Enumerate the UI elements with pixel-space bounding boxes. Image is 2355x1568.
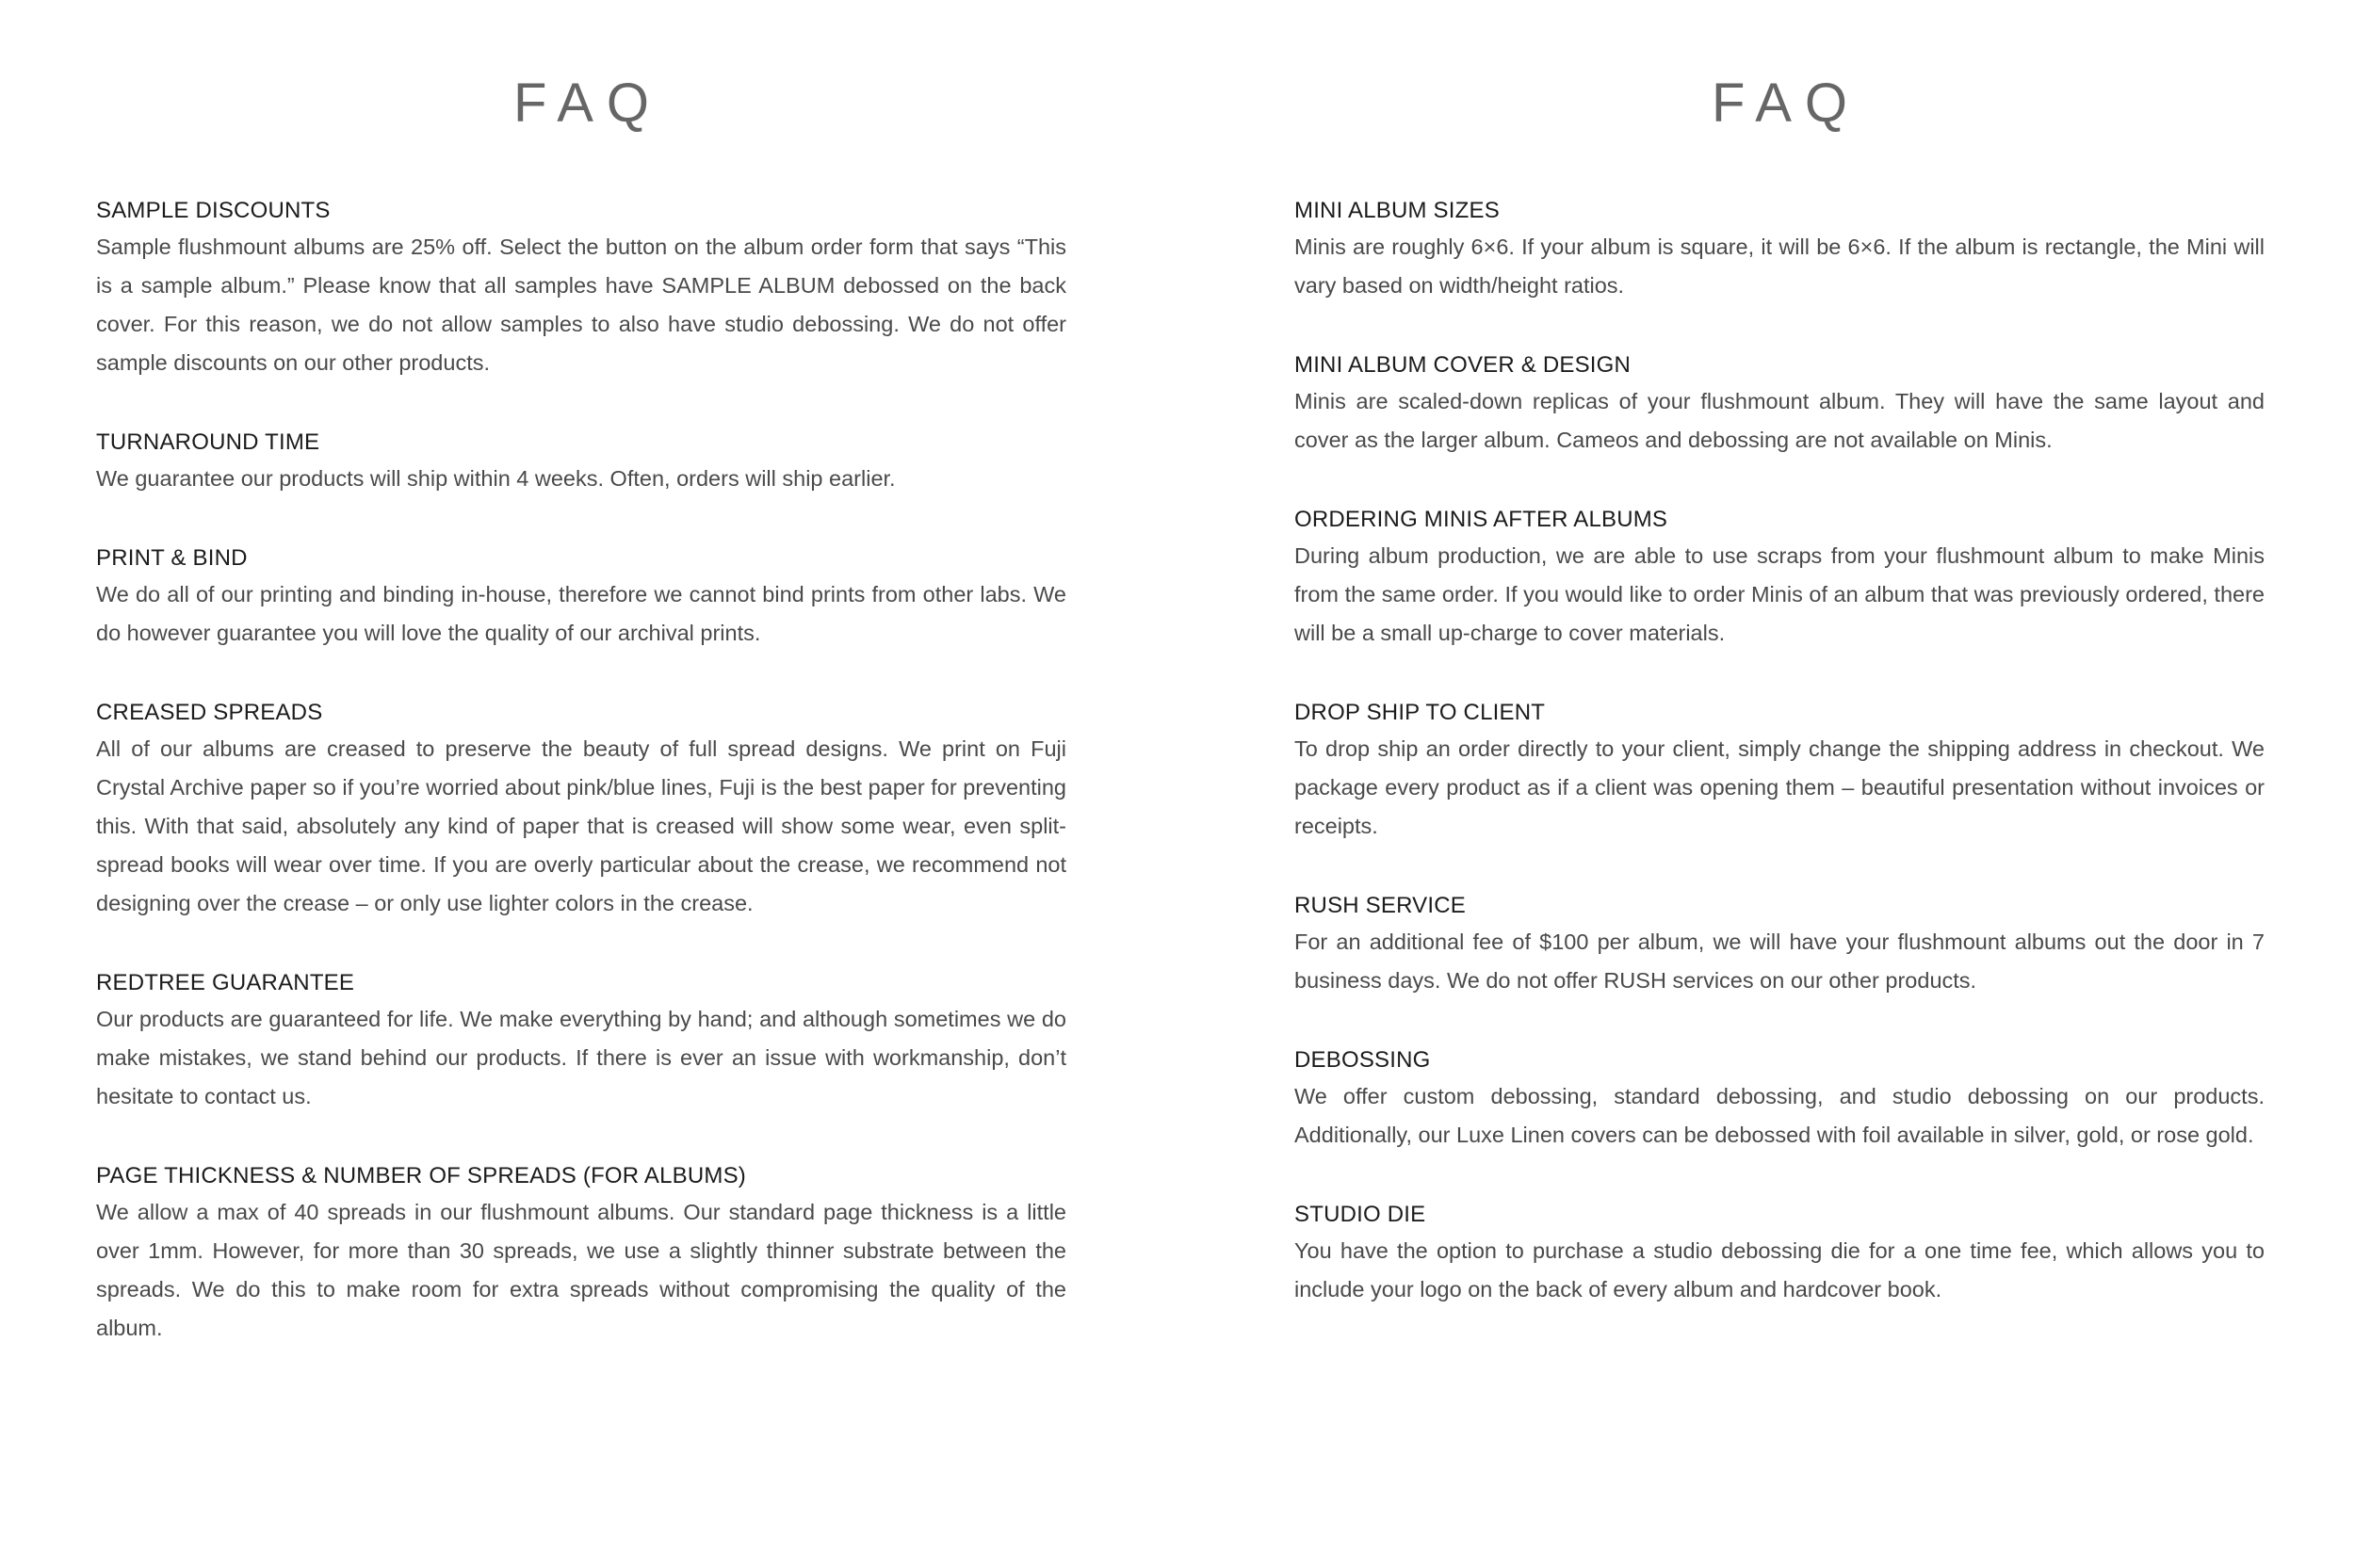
faq-item-debossing [1294,1043,2265,1155]
faq-item-mini-album-sizes [1294,194,2265,305]
faq-item-sample-discounts [96,194,1066,382]
faq-list [96,194,1066,1348]
faq-item-ordering-minis [1294,503,2265,653]
faq-heading: RUSH SERVICE [1294,893,1467,918]
faq-answer: Sample flushmount albums are 25% off. Select the button on the album order form that says “This is a sample album.” Please know that all samples have SAMPLE ALBUM debossed on the back cover. For this reason, we do not allow samples to also have studio debossing. We do not offer sample discounts on our other products. [96,234,1066,375]
faq-heading: CREASED SPREADS [96,700,323,725]
faq-answer: Our products are guaranteed for life. We make everything by hand; and although sometimes we do make mistakes, we stand behind our products. If there is ever an issue with workmanship, don’t hesitate to contact us. [96,1007,1066,1108]
faq-item-creased-spreads [96,696,1066,923]
faq-answer: We allow a max of 40 spreads in our flushmount albums. Our standard page thickness is a little over 1mm. However, for more than 30 spreads, we use a slightly thinner substrate between the spreads. We do this to make room for extra spreads without compromising the quality of the album. [96,1200,1066,1340]
faq-answer: For an additional fee of $100 per album, we will have your flushmount albums out the door in 7 business days. We do not offer RUSH services on our other products. [1294,929,2265,993]
faq-heading: ORDERING MINIS AFTER ALBUMS [1294,507,1668,532]
faq-list [1294,194,2265,1309]
faq-item-mini-album-cover-design [1294,348,2265,460]
faq-heading: PRINT & BIND [96,545,248,571]
faq-item-drop-ship [1294,696,2265,846]
faq-heading: TURNAROUND TIME [96,429,320,455]
faq-answer: During album production, we are able to use scraps from your flushmount album to make Minis from the same order. If you would like to order Minis of an album that was previously ordered, there will be a small up-charge to cover materials. [1294,543,2265,645]
faq-item-turnaround-time [96,426,1066,498]
faq-answer: Minis are scaled-down replicas of your flushmount album. They will have the same layout and cover as the larger album. Cameos and debossing are not available on Minis. [1294,389,2265,452]
faq-answer: To drop ship an order directly to your client, simply change the shipping address in checkout. We package every product as if a client was opening them – beautiful presentation without invoices or receipts. [1294,736,2265,838]
faq-answer: All of our albums are creased to preserve the beauty of full spread designs. We print on Fuji Crystal Archive paper so if you’re worried about pink/blue lines, Fuji is the best paper for preventing this. With that said, absolutely any kind of paper that is creased will show some wear, even split-spread books will wear over time. If you are overly particular about the crease, we recommend not designing over the crease – or only use lighter colors in the crease. [96,736,1066,915]
faq-item-rush-service [1294,889,2265,1000]
page-title: FAQ [1711,73,1861,134]
faq-item-studio-die [1294,1198,2265,1309]
faq-answer: Minis are roughly 6×6. If your album is square, it will be 6×6. If the album is rectangle, the Mini will vary based on width/height ratios. [1294,234,2265,298]
faq-heading: MINI ALBUM SIZES [1294,198,1500,223]
faq-item-print-bind [96,542,1066,653]
faq-item-redtree-guarantee [96,966,1066,1116]
right-page [1294,0,2265,1352]
faq-heading: DEBOSSING [1294,1047,1431,1073]
faq-heading: PAGE THICKNESS & NUMBER OF SPREADS (FOR ALBUMS) [96,1163,746,1188]
faq-heading: MINI ALBUM COVER & DESIGN [1294,352,1632,378]
faq-heading: SAMPLE DISCOUNTS [96,198,331,223]
left-page [96,0,1066,1391]
faq-item-page-thickness [96,1159,1066,1348]
faq-answer: We guarantee our products will ship within 4 weeks. Often, orders will ship earlier. [96,466,896,491]
faq-heading: STUDIO DIE [1294,1202,1426,1227]
page-title: FAQ [512,73,663,134]
faq-answer: You have the option to purchase a studio debossing die for a one time fee, which allows you to include your logo on the back of every album and hardcover book. [1294,1238,2265,1301]
faq-heading: DROP SHIP TO CLIENT [1294,700,1546,725]
faq-heading: REDTREE GUARANTEE [96,970,355,995]
faq-answer: We offer custom debossing, standard debossing, and studio debossing on our products. Additionally, our Luxe Linen covers can be debossed with foil available in silver, gold, or rose gold. [1294,1084,2265,1147]
faq-answer: We do all of our printing and binding in-house, therefore we cannot bind prints from other labs. We do however guarantee you will love the quality of our archival prints. [96,582,1066,645]
